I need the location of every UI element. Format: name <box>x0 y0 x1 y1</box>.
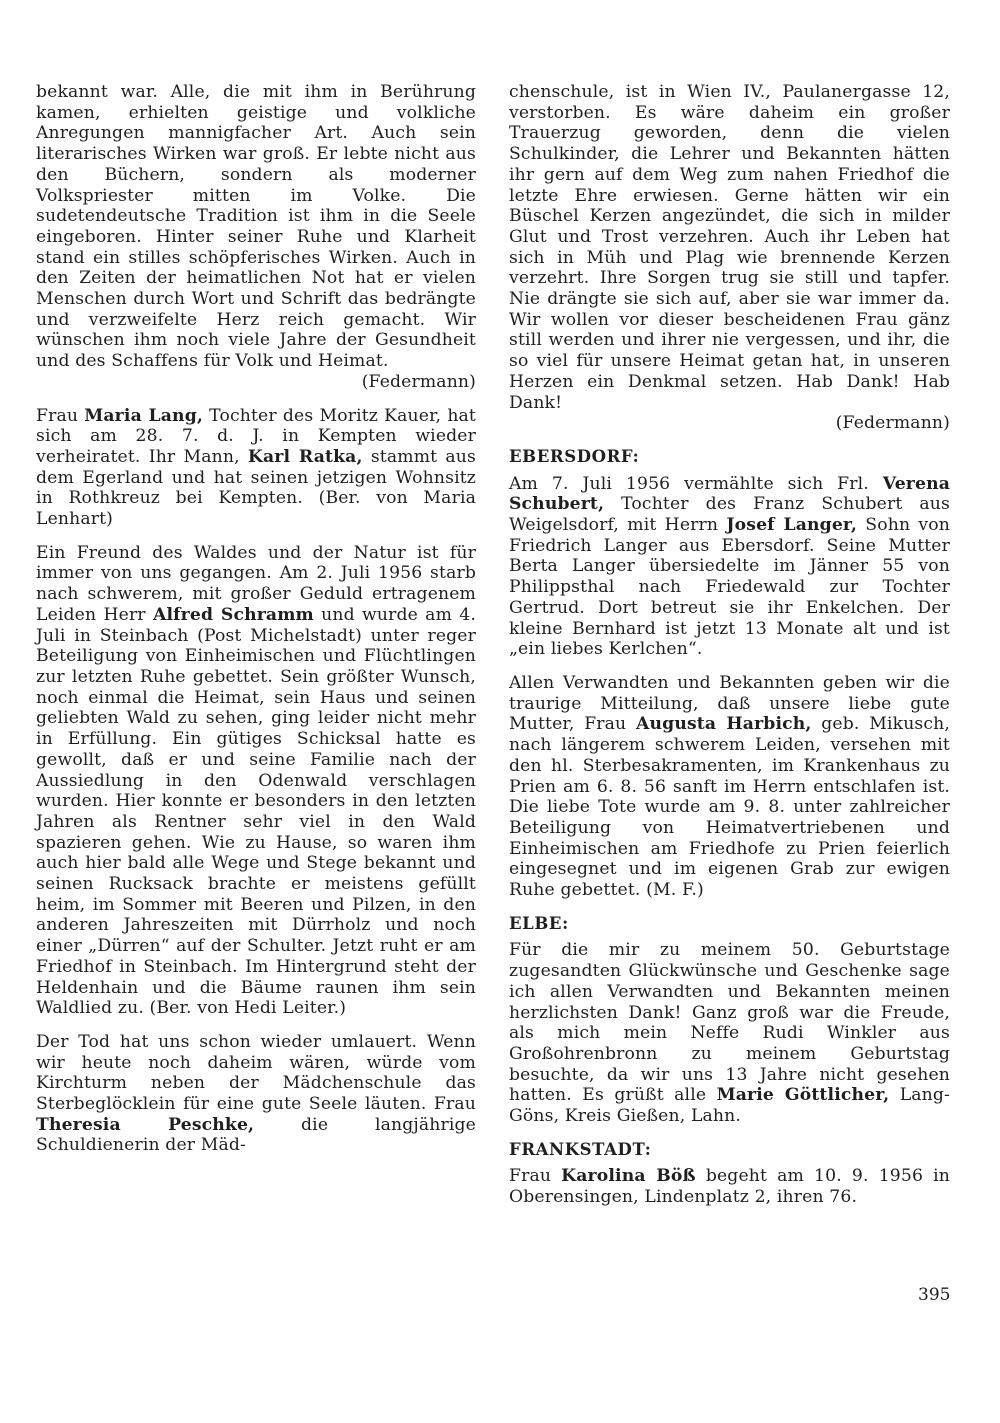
right-column <box>509 82 950 1221</box>
paragraph-text: die langjährige Schuldienerin der Mäd- <box>36 1114 476 1156</box>
paragraph-text: begeht am 10. 9. 1956 in Oberensingen, Lindenplatz 2, ihren 76. <box>509 1166 950 1208</box>
article-paragraph <box>509 673 950 901</box>
paragraph-text: Tochter des Franz Schubert aus Weigelsdorf, mit Herrn <box>509 494 950 536</box>
paragraph-text: Tochter des Moritz Kauer, hat sich am 28. 7. d. J. in Kempten wieder verheiratet. Ihr Mann, <box>36 405 476 467</box>
paragraph-text: chenschule, ist in Wien IV., Paulanergasse 12, verstorben. Es wäre daheim ein großer Trauerzug geworden, denn die vielen Schulkinder, die Lehrer und Bekannten hätten ihr gern auf dem Weg zum nahen Friedhof die letzte Ehre erwiesen. Gerne hätten wir ein Büschel Kerzen angezündet, die sich in milder Glut und Trost verzehren. Auch ihr Leben hat sich in Müh und Plag wie brennende Kerzen verzehrt. Ihre Sorgen trug sie still und tapfer. Nie drängte sie sich auf, aber sie war immer da. Wir wollen vor dieser bescheidenen Frau gänz still werden und ihrer nie vergessen, und ihr, die so viel für unsere Heimat getan hat, in unseren Herzen ein Denkmal setzen. Hab Dank! Hab Dank! <box>509 82 950 413</box>
paragraph-text: geb. Mikusch, nach längerem schwerem Leiden, versehen mit den hl. Sterbesakramenten, im Krankenhaus zu Prien am 6. 8. 56 sanft im Herrn entschlafen ist. Die liebe Tote wurde am 9. 8. unter zahlreicher Beteiligung von Heimatvertriebenen und Einheimischen am Friedhofe zu Prien feierlich eingesegnet und im eigenen Grab zur ewigen Ruhe gebettet. (M. F.) <box>509 714 951 901</box>
section-heading-frankstadt: FRANKSTADT: <box>509 1139 652 1159</box>
article-paragraph <box>36 1032 476 1156</box>
article-paragraph <box>36 82 476 393</box>
person-name: Augusta Harbich, <box>636 714 812 735</box>
article-paragraph <box>36 406 476 530</box>
page-number: 395 <box>918 1285 951 1305</box>
person-name: Verena Schubert, <box>509 473 950 515</box>
person-name: Theresia Peschke, <box>36 1114 255 1135</box>
paragraph-text: stammt aus dem Egerland und hat seinen jetzigen Wohnsitz in Rothkreuz bei Kempten. (Ber. von Maria Lenhart) <box>36 446 476 530</box>
author-signature: (Federmann) <box>361 371 476 392</box>
section-heading-ebersdorf: EBERSDORF: <box>509 446 640 466</box>
person-name: Alfred Schramm <box>152 604 314 625</box>
left-column <box>36 82 476 1169</box>
person-name: Karolina Böß <box>561 1166 696 1187</box>
article-paragraph <box>509 474 950 660</box>
paragraph-text: Frau <box>509 1166 562 1187</box>
author-signature: (Federmann) <box>835 413 950 434</box>
person-name: Karl Ratka, <box>247 446 363 467</box>
person-name: Maria Lang, <box>84 405 204 426</box>
paragraph-text: Am 7. Juli 1956 vermählte sich Frl. <box>509 473 883 494</box>
section-heading-elbe: ELBE: <box>509 913 569 933</box>
article-paragraph <box>509 940 950 1126</box>
article-paragraph <box>36 543 476 1019</box>
paragraph-text: Ein Freund des Waldes und der Natur ist für immer von uns gegangen. Am 2. Juli 1956 starb nach schwerem, mit großer Geduld ertragenem Leiden Herr <box>36 542 476 625</box>
person-name: Marie Göttlicher, <box>716 1085 890 1106</box>
paragraph-text: Allen Verwandten und Bekannten geben wir die traurige Mitteilung, daß unsere liebe gute Mutter, Frau <box>509 672 950 735</box>
paragraph-text: bekannt war. Alle, die mit ihm in Berührung kamen, erhielten geistige und volkliche Anregungen mannigfacher Art. Auch sein literarisches Wirken war groß. Er lebte nicht aus den Büchern, sondern als moderner Volkspriester mitten im Volke. Die sudetendeutsche Tradition ist ihm in die Seele eingeboren. Hinter seiner Ruhe und Klarheit stand ein stilles schöpferisches Wirken. Auch in den Zeiten der heimatlichen Not hat er vielen Menschen durch Wort und Schrift das bedrängte und verzweifelte Herz reich gemacht. Wir wünschen ihm noch viele Jahre der Gesundheit und des Schaffens für Volk und Heimat. <box>36 82 476 372</box>
paragraph-text: Für die mir zu meinem 50. Geburtstage zugesandten Glückwünsche und Geschenke sage ich allen Verwandten und Bekannten meinen herzlichsten Dank! Ganz groß war die Freude, als mich mein Neffe Rudi Winkler aus Großohrenbronn zu meinem Geburtstag besuchte, da wir uns 13 Jahre nicht gesehen hatten. Es grüßt alle <box>509 940 950 1106</box>
paragraph-text: Sohn von Friedrich Langer aus Ebersdorf. Seine Mutter Berta Langer übersiedelte im Jänner 55 von Philippsthal nach Friedewald zur Tochter Gertrud. Dort betreut sie ihr Enkelchen. Der kleine Bernhard ist jetzt 13 Monate alt und ist „ein liebes Kerlchen“. <box>509 515 951 660</box>
article-paragraph <box>509 82 950 434</box>
paragraph-text: Der Tod hat uns schon wieder umlauert. Wenn wir heute noch daheim wären, würde vom Kirchturm neben der Mädchenschule das Sterbeglöcklein für eine gute Seele läuten. Frau <box>36 1031 476 1115</box>
person-name: Josef Langer, <box>726 515 858 536</box>
paragraph-text: Frau <box>36 405 85 426</box>
article-paragraph <box>509 1166 950 1207</box>
paragraph-text: Lang-Göns, Kreis Gießen, Lahn. <box>509 1085 951 1127</box>
paragraph-text: und wurde am 4. Juli in Steinbach (Post Michelstadt) unter reger Beteiligung von Einheimischen und Flüchtlingen zur letzten Ruhe gebettet. Sein größter Wunsch, noch einmal die Heimat, sein Haus und seinen geliebten Wald zu sehen, ging leider nicht mehr in Erfüllung. Ein gütiges Schicksal hatte es gewollt, daß er und seine Familie nach der Aussiedlung in den Odenwald verschlagen wurden. Hier konnte er besonders in den letzten Jahren als Rentner sehr viel in den Wald spazieren gehen. Wie zu Hause, so waren ihm auch hier bald alle Wege und Stege bekannt und seinen Rucksack brachte er meistens gefüllt heim, im Sommer mit Beeren und Pilzen, in den anderen Jahreszeiten mit Dürrholz und noch einer „Dürren“ auf der Schulter. Jetzt ruht er am Friedhof in Steinbach. Im Hintergrund steht der Heldenhain und die Bäume raunen ihm sein Waldlied zu. (Ber. von Hedi Leiter.) <box>36 604 476 1019</box>
